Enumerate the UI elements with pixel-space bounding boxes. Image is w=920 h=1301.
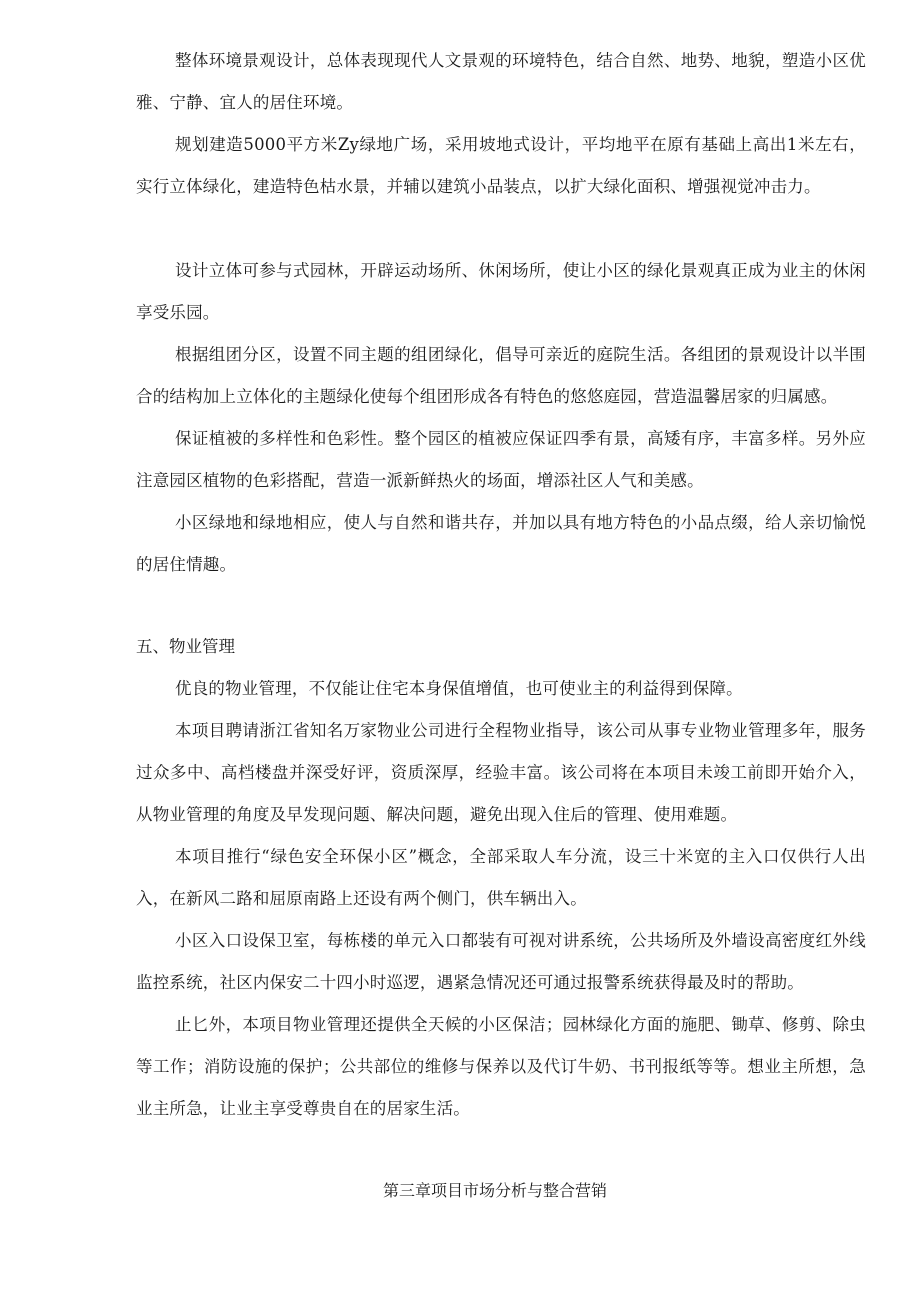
section-heading-property-management: 五、物业管理 bbox=[136, 637, 235, 656]
paragraph-management-value: 优良的物业管理，不仅能让住宅本身保值增值，也可使业主的利益得到保障。 bbox=[175, 679, 743, 698]
paragraph-security-system: 小区入口设保卫室，每栋楼的单元入口都装有可视对讲系统，公共场所及外墙设高密度红外线监控系统，社区内保安二十四小时巡逻，遇紧急情况还可通过报警系统获得最及时的帮助。 bbox=[136, 931, 866, 992]
paragraph-management-company: 本项目聘请浙江省知名万家物业公司进行全程物业指导，该公司从事专业物业管理多年，服务过众多中、高档楼盘并深受好评，资质深厚，经验丰富。该公司将在本项目未竣工前即开始介入，从物业管理的角度及早发现问题、解决问题，避免出现入住后的管理、使用难题。 bbox=[136, 721, 866, 824]
paragraph-cluster-greening: 根据组团分区，设置不同主题的组团绿化，倡导可亲近的庭院生活。各组团的景观设计以半围合的结构加上立体化的主题绿化使每个组团形成各有特色的悠悠庭园，营造温馨居家的归属感。 bbox=[136, 345, 866, 406]
paragraph-participatory-garden: 设计立体可参与式园林，开辟运动场所、休闲场所，使让小区的绿化景观真正成为业主的休闲享受乐园。 bbox=[136, 261, 866, 322]
paragraph-additional-services: 止匕外，本项目物业管理还提供全天候的小区保洁；园林绿化方面的施肥、锄草、修剪、除虫等工作；消防设施的保护；公共部位的维修与保养以及代订牛奶、书刊报纸等等。想业主所想，急业主所急，让业主享受尊贵自在的居家生活。 bbox=[136, 1015, 866, 1118]
paragraph-landscape-design: 整体环境景观设计，总体表现现代人文景观的环境特色，结合自然、地势、地貌，塑造小区优雅、宁静、宜人的居住环境。 bbox=[136, 51, 866, 112]
paragraph-harmony-nature: 小区绿地和绿地相应，使人与自然和谐共存，并加以具有地方特色的小品点缀，给人亲切愉悦的居住情趣。 bbox=[136, 513, 866, 574]
paragraph-green-safety-concept: 本项目推行“绿色安全环保小区”概念，全部采取人车分流，设三十米宽的主入口仅供行人出入，在新风二路和屈原南路上还设有两个侧门，供车辆出入。 bbox=[136, 847, 866, 908]
paragraph-green-plaza: 规划建造5000平方米Zy绿地广场，采用坡地式设计，平均地平在原有基础上高出1米左右，实行立体绿化，建造特色枯水景，并辅以建筑小品装点，以扩大绿化面积、增强视觉冲击力。 bbox=[136, 135, 866, 196]
chapter-title: 第三章项目市场分析与整合营销 bbox=[382, 1181, 607, 1200]
paragraph-plant-diversity: 保证植被的多样性和色彩性。整个园区的植被应保证四季有景，高矮有序，丰富多样。另外应注意园区植物的色彩搭配，营造一派新鲜热火的场面，增添社区人气和美感。 bbox=[136, 429, 866, 490]
